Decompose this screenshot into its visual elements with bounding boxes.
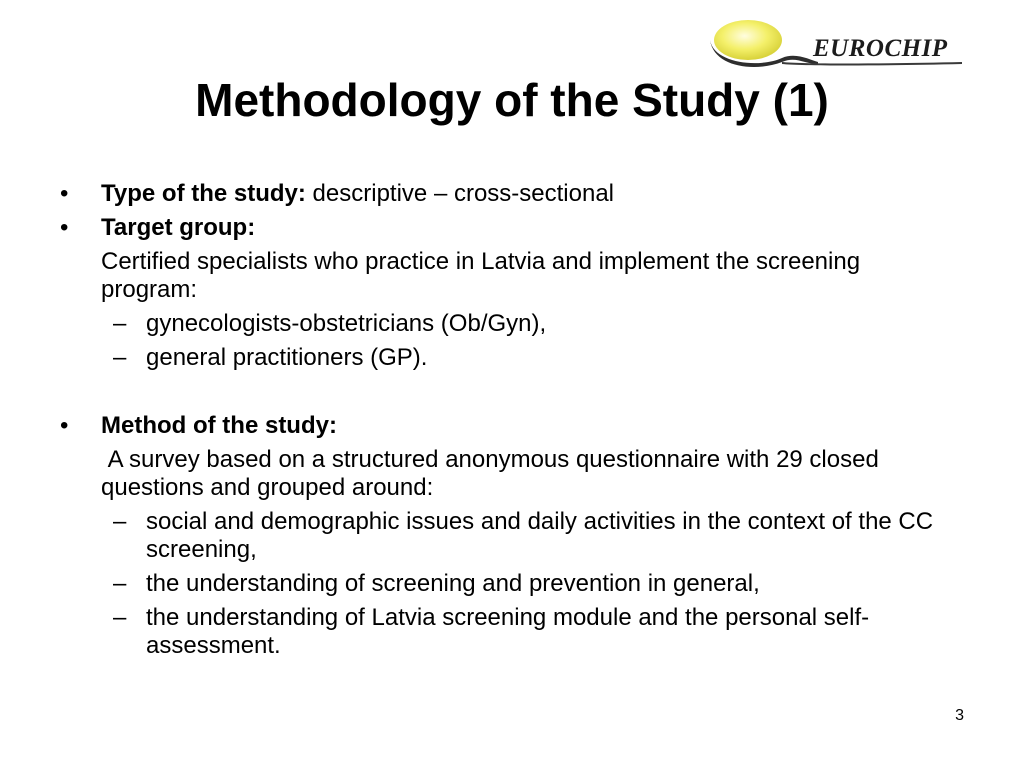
- sub-list-item: [0, 604, 1024, 660]
- sub-list-item-text: gynecologists-obstetricians (Ob/Gyn),: [146, 310, 547, 337]
- slide-body: [0, 180, 1024, 666]
- method-description: A survey based on a structured anonymous questionnaire with 29 closed questions and grouped around:: [101, 446, 886, 501]
- dash-marker: –: [113, 344, 127, 371]
- sub-list-item: [0, 508, 1024, 564]
- bullet-marker: •: [60, 214, 69, 241]
- list-item-type: [0, 180, 1024, 208]
- page-number: 3: [955, 707, 964, 724]
- sub-list-item: [0, 310, 1024, 338]
- dash-marker: –: [113, 310, 127, 337]
- list-item-method: [0, 412, 1024, 440]
- dash-marker: –: [113, 604, 127, 631]
- dash-marker: –: [113, 570, 127, 597]
- sub-list-item-text: general practitioners (GP).: [146, 344, 428, 371]
- sub-list-item: [0, 570, 1024, 598]
- dash-marker: –: [113, 508, 127, 535]
- sub-list-item-text: the understanding of Latvia screening module and the personal self-assessment.: [146, 604, 870, 659]
- bullet-marker: •: [60, 180, 69, 207]
- type-label: Type of the study:: [101, 180, 306, 207]
- sub-list-item: [0, 344, 1024, 372]
- method-label: Method of the study:: [101, 412, 337, 439]
- target-description: Certified specialists who practice in Latvia and implement the screening program:: [101, 248, 861, 303]
- eurochip-logo: [700, 18, 970, 74]
- target-label: Target group:: [101, 214, 256, 241]
- logo-text: EUROCHIP: [813, 35, 948, 62]
- sub-list-item-text: social and demographic issues and daily activities in the context of the CC screening,: [146, 508, 934, 563]
- type-value: descriptive – cross-sectional: [305, 180, 615, 207]
- spacer: [0, 378, 1024, 412]
- bullet-marker: •: [60, 412, 69, 439]
- list-item-target: [0, 214, 1024, 242]
- sub-list-item-text: the understanding of screening and prevention in general,: [146, 570, 760, 597]
- slide-title: Methodology of the Study (1): [195, 74, 829, 126]
